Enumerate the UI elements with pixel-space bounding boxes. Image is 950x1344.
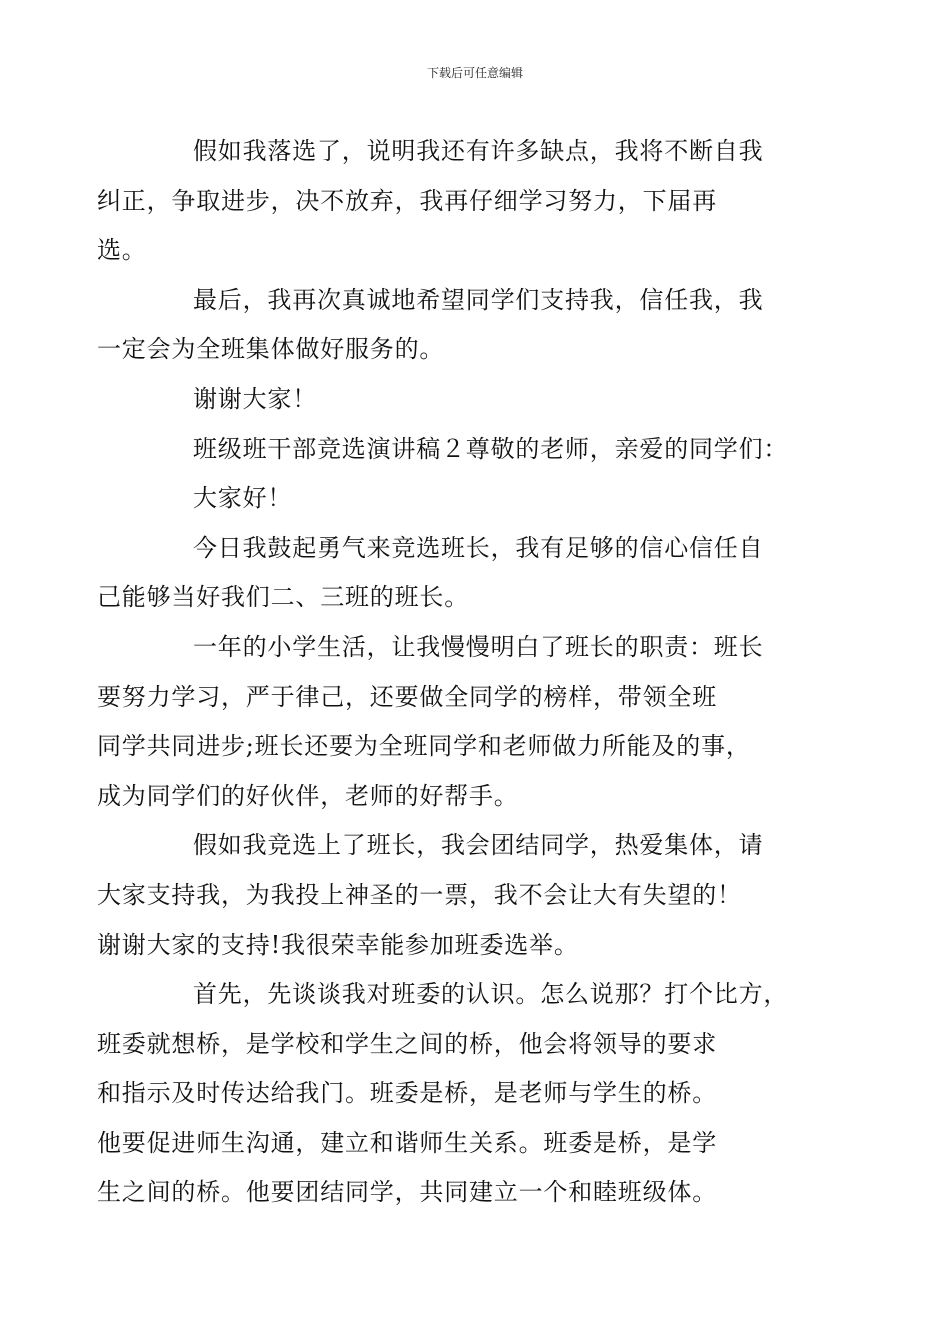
paragraph (97, 623, 830, 821)
paragraph (97, 524, 830, 623)
text-line: 班级班干部竞选演讲稿２尊敬的老师，亲爱的同学们： (193, 434, 789, 463)
text-line: 谢谢大家的支持!我很荣幸能参加班委选举。 (97, 930, 579, 959)
page-header: 下载后可任意编辑 (426, 66, 523, 80)
text-line: 要努力学习，严于律己，还要做全同学的榜样，带领全班 (97, 682, 717, 711)
paragraph (145, 375, 830, 425)
paragraph (97, 276, 830, 375)
text-line: 假如我竞选上了班长，我会团结同学，热爱集体，请 (193, 831, 764, 860)
text-line: 最后，我再次真诚地希望同学们支持我，信任我，我 (193, 285, 764, 314)
text-line: 他要促进师生沟通，建立和谐师生关系。班委是桥，是学 (97, 1128, 717, 1157)
text-line: 纠正，争取进步，决不放弃，我再仔细学习努力，下届再 (97, 186, 717, 215)
text-line: 和指示及时传达给我门。班委是桥，是老师与学生的桥。 (97, 1079, 717, 1108)
text-line: 假如我落选了，说明我还有许多缺点，我将不断自我 (193, 137, 764, 165)
text-line: 选。 (97, 236, 147, 265)
text-line: 一定会为全班集体做好服务的。 (97, 335, 445, 364)
paragraph (97, 127, 830, 276)
text-line: 大家好！ (193, 484, 293, 513)
paragraph (145, 425, 830, 475)
text-line: 一年的小学生活，让我慢慢明白了班长的职责：班长 (193, 632, 764, 661)
document-body (97, 127, 830, 1218)
text-line: 成为同学们的好伙伴，老师的好帮手。 (97, 781, 519, 810)
text-line: 大家支持我，为我投上神圣的一票，我不会让大有失望的！ (97, 880, 742, 909)
text-line: 班委就想桥，是学校和学生之间的桥，他会将领导的要求 (97, 1029, 717, 1058)
paragraph (97, 970, 830, 1218)
text-line: 同学共同进步;班长还要为全班同学和老师做力所能及的事， (97, 732, 751, 761)
text-line: 生之间的桥。他要团结同学，共同建立一个和睦班级体。 (97, 1178, 717, 1207)
paragraph (97, 821, 830, 970)
text-line: 首先，先谈谈我对班委的认识。怎么说那？打个比方， (193, 980, 789, 1009)
text-line: 谢谢大家！ (193, 384, 317, 413)
paragraph (145, 474, 830, 524)
text-line: 今日我鼓起勇气来竞选班长，我有足够的信心信任自 (193, 533, 764, 562)
text-line: 己能够当好我们二、三班的班长。 (97, 583, 469, 612)
